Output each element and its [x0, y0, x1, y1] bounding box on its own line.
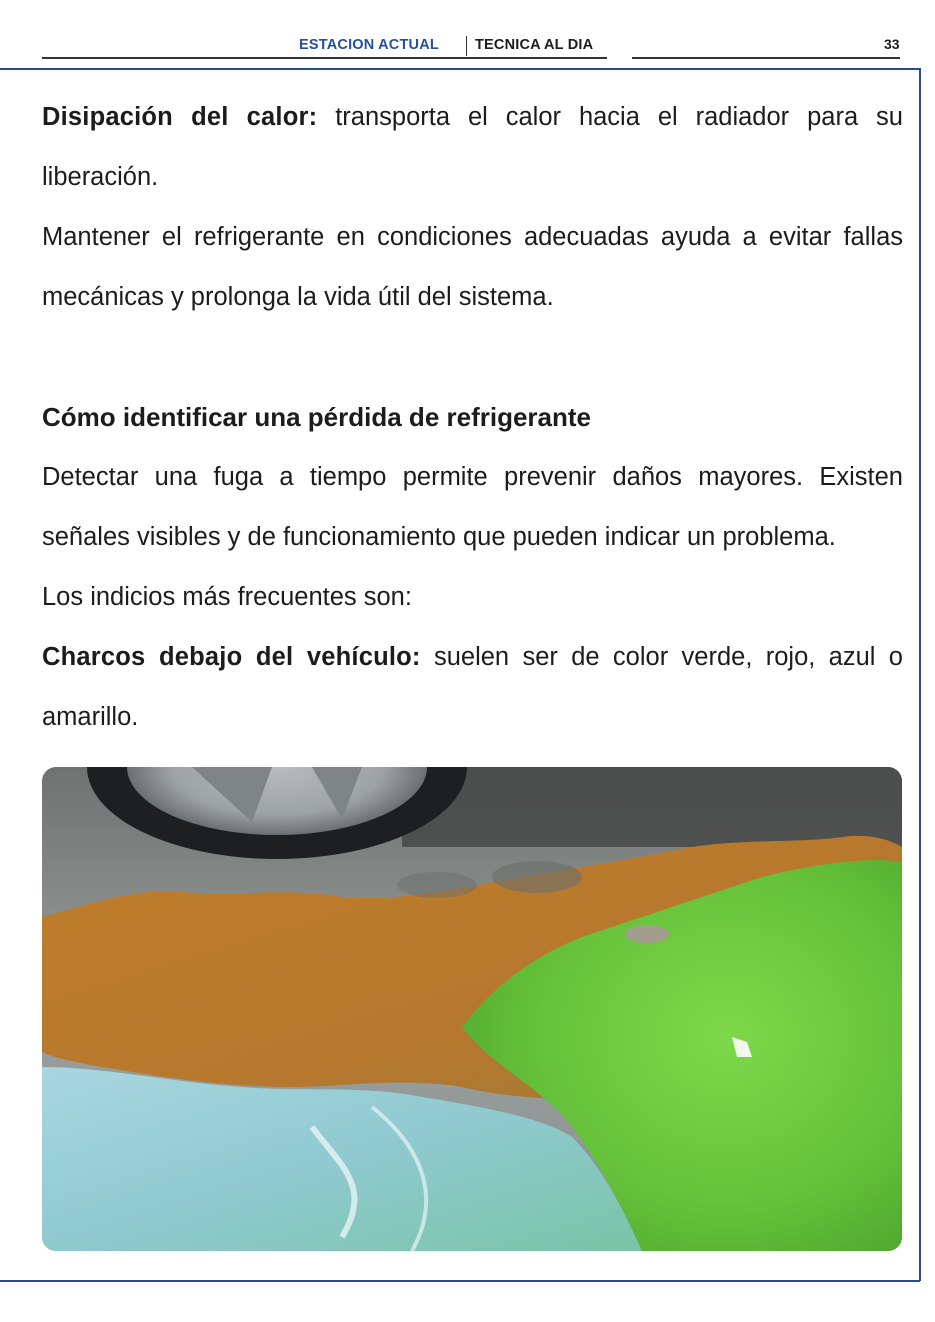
page-header	[0, 0, 935, 70]
header-divider	[466, 36, 467, 56]
footprint-mark	[492, 861, 582, 893]
term-heat-dissipation: Disipación del calor:	[42, 103, 318, 131]
subsection-name: TECNICA AL DIA	[475, 37, 594, 53]
article-body	[42, 87, 903, 747]
paragraph-detect-leak: Detectar una fuga a tiempo permite prevenir daños mayores. Existen señales visibles y de funcionamiento que pueden indicar un problema.	[42, 463, 903, 551]
frame-border-bottom	[0, 1280, 920, 1282]
frame-border-right	[919, 68, 921, 1281]
frame-border-top	[0, 68, 920, 70]
page-number: 33	[884, 36, 900, 52]
text-heat-dissipation: transporta el calor hacia el radiador para su liberación.	[42, 103, 903, 191]
pebble	[625, 925, 669, 943]
text-puddles: suelen ser de color verde, rojo, azul o amarillo.	[42, 643, 903, 731]
section-heading: Cómo identificar una pérdida de refrigerante	[42, 402, 591, 432]
section-name: ESTACION ACTUAL	[299, 37, 439, 53]
coolant-leak-photo	[42, 767, 902, 1251]
paragraph-maintenance: Mantener el refrigerante en condiciones adecuadas ayuda a evitar fallas mecánicas y prolonga la vida útil del sistema.	[42, 223, 903, 311]
paragraph-heat-dissipation	[42, 87, 903, 207]
paragraph-spacer	[42, 327, 903, 387]
paragraph-signs-intro: Los indicios más frecuentes son:	[42, 583, 412, 611]
header-rule-left	[42, 57, 607, 59]
paragraph-puddles	[42, 627, 903, 747]
footprint-mark	[397, 872, 477, 898]
header-rule-right	[632, 57, 900, 59]
floor-shadow	[402, 767, 902, 847]
term-puddles: Charcos debajo del vehículo:	[42, 643, 421, 671]
